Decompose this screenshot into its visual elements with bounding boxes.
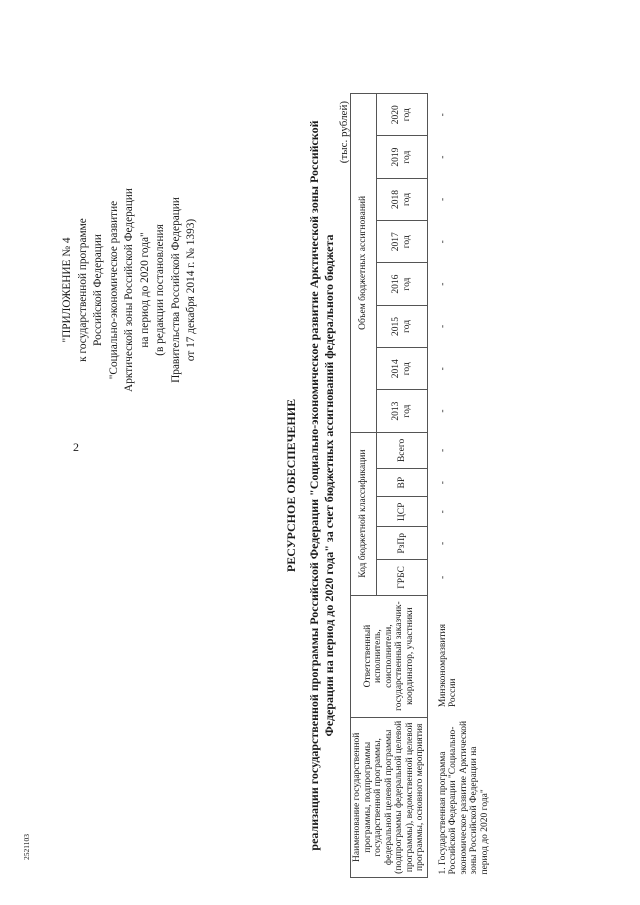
year-unit: год <box>401 404 412 418</box>
row-value-2016: - <box>437 282 448 286</box>
year-label: 2013 <box>391 401 402 421</box>
row-value-2017: - <box>437 240 448 244</box>
row-value-2013: - <box>437 409 448 413</box>
appendix-line: Российской Федерации <box>92 234 104 346</box>
rotated-document-sheet <box>52 83 637 888</box>
title-main: РЕСУРСНОЕ ОБЕСПЕЧЕНИЕ <box>284 398 298 573</box>
row-value-grbs: - <box>437 575 448 580</box>
year-unit: год <box>401 150 412 164</box>
year-unit: год <box>401 192 412 206</box>
header-year-2015 <box>377 305 427 347</box>
header-year-2018 <box>377 178 427 220</box>
appendix-line: от 17 декабря 2014 г. № 1393) <box>185 218 197 362</box>
year-label: 2019 <box>391 147 402 167</box>
header-name: Наименование государственной программы, подпрограммы государственной программы, федеральной целевой программы (подпрограммы федеральной целевой программы), ведомственной целевой программы, основного мероприятия <box>351 717 428 877</box>
appendix-line: Арктической зоны Российской Федерации <box>123 188 135 392</box>
year-unit: год <box>401 362 412 376</box>
row-value-2014: - <box>437 367 448 371</box>
row-value-vr: - <box>437 481 448 485</box>
row-value-2015: - <box>437 324 448 329</box>
header-year-2020 <box>377 94 427 136</box>
appendix-line: Правительства Российской Федерации <box>169 197 182 383</box>
year-label: 2015 <box>391 316 402 336</box>
document-code: 2521103 <box>22 834 31 860</box>
title-subtitle: реализации государственной программы Российской Федерации "Социально-экономическое развитие Арктической зоны Российской Федерации на период до 2020 года" за счет бюджетных ассигнований федерального бюджета <box>307 120 336 851</box>
unit-note: (тыс. рублей) <box>338 101 350 164</box>
year-label: 2014 <box>391 359 402 379</box>
row-value-csr: - <box>437 510 448 514</box>
header-year-2013 <box>377 390 427 432</box>
year-unit: год <box>401 235 412 249</box>
row-value-total: - <box>437 448 448 452</box>
row-value-2020: - <box>437 113 448 117</box>
appendix-line: (в редакции постановления <box>154 224 166 356</box>
year-unit: год <box>401 319 412 333</box>
table-row <box>427 94 547 878</box>
header-code-csr: ЦСР <box>377 497 427 527</box>
year-label: 2017 <box>391 232 402 252</box>
appendix-header <box>60 140 200 440</box>
header-year-2017 <box>377 221 427 263</box>
year-unit: год <box>401 108 412 122</box>
appendix-line: "ПРИЛОЖЕНИЕ № 4 <box>61 237 73 343</box>
header-classification-group: Код бюджетной классификации <box>351 432 377 595</box>
appendix-line: на период до 2020 года" <box>138 232 151 348</box>
year-unit: год <box>401 277 412 291</box>
budget-table <box>350 93 547 878</box>
header-allocation-group: Объем бюджетных ассигнований <box>351 94 377 433</box>
header-code-grbs: ГРБС <box>377 560 427 595</box>
row-value-2019: - <box>437 155 448 159</box>
row-responsible: Минэкономразвития России <box>437 624 458 708</box>
appendix-line: "Социально-экономическое развитие <box>107 200 120 380</box>
appendix-line: к государственной программе <box>76 218 89 362</box>
header-responsible: Ответственный исполнитель, соисполнители, государственный заказчик-координатор, участники <box>351 595 428 717</box>
row-name: 1. Государственная программа Российской Федерации "Социально-экономическое развитие Арктической зоны Российской Федерации на период до 2020 года" <box>437 720 490 875</box>
header-year-2016 <box>377 263 427 305</box>
year-label: 2018 <box>391 189 402 209</box>
row-value-2018: - <box>437 197 448 202</box>
header-year-2019 <box>377 136 427 178</box>
row-value-rzpr: - <box>437 541 448 545</box>
header-code-rzpr: РзПр <box>377 527 427 560</box>
page-number: 2 <box>73 440 79 454</box>
document-title <box>284 93 337 878</box>
header-code-vr: ВР <box>377 469 427 497</box>
header-year-2014 <box>377 348 427 390</box>
year-label: 2020 <box>391 105 402 125</box>
year-label: 2016 <box>391 274 402 294</box>
header-total: Всего <box>377 432 427 468</box>
